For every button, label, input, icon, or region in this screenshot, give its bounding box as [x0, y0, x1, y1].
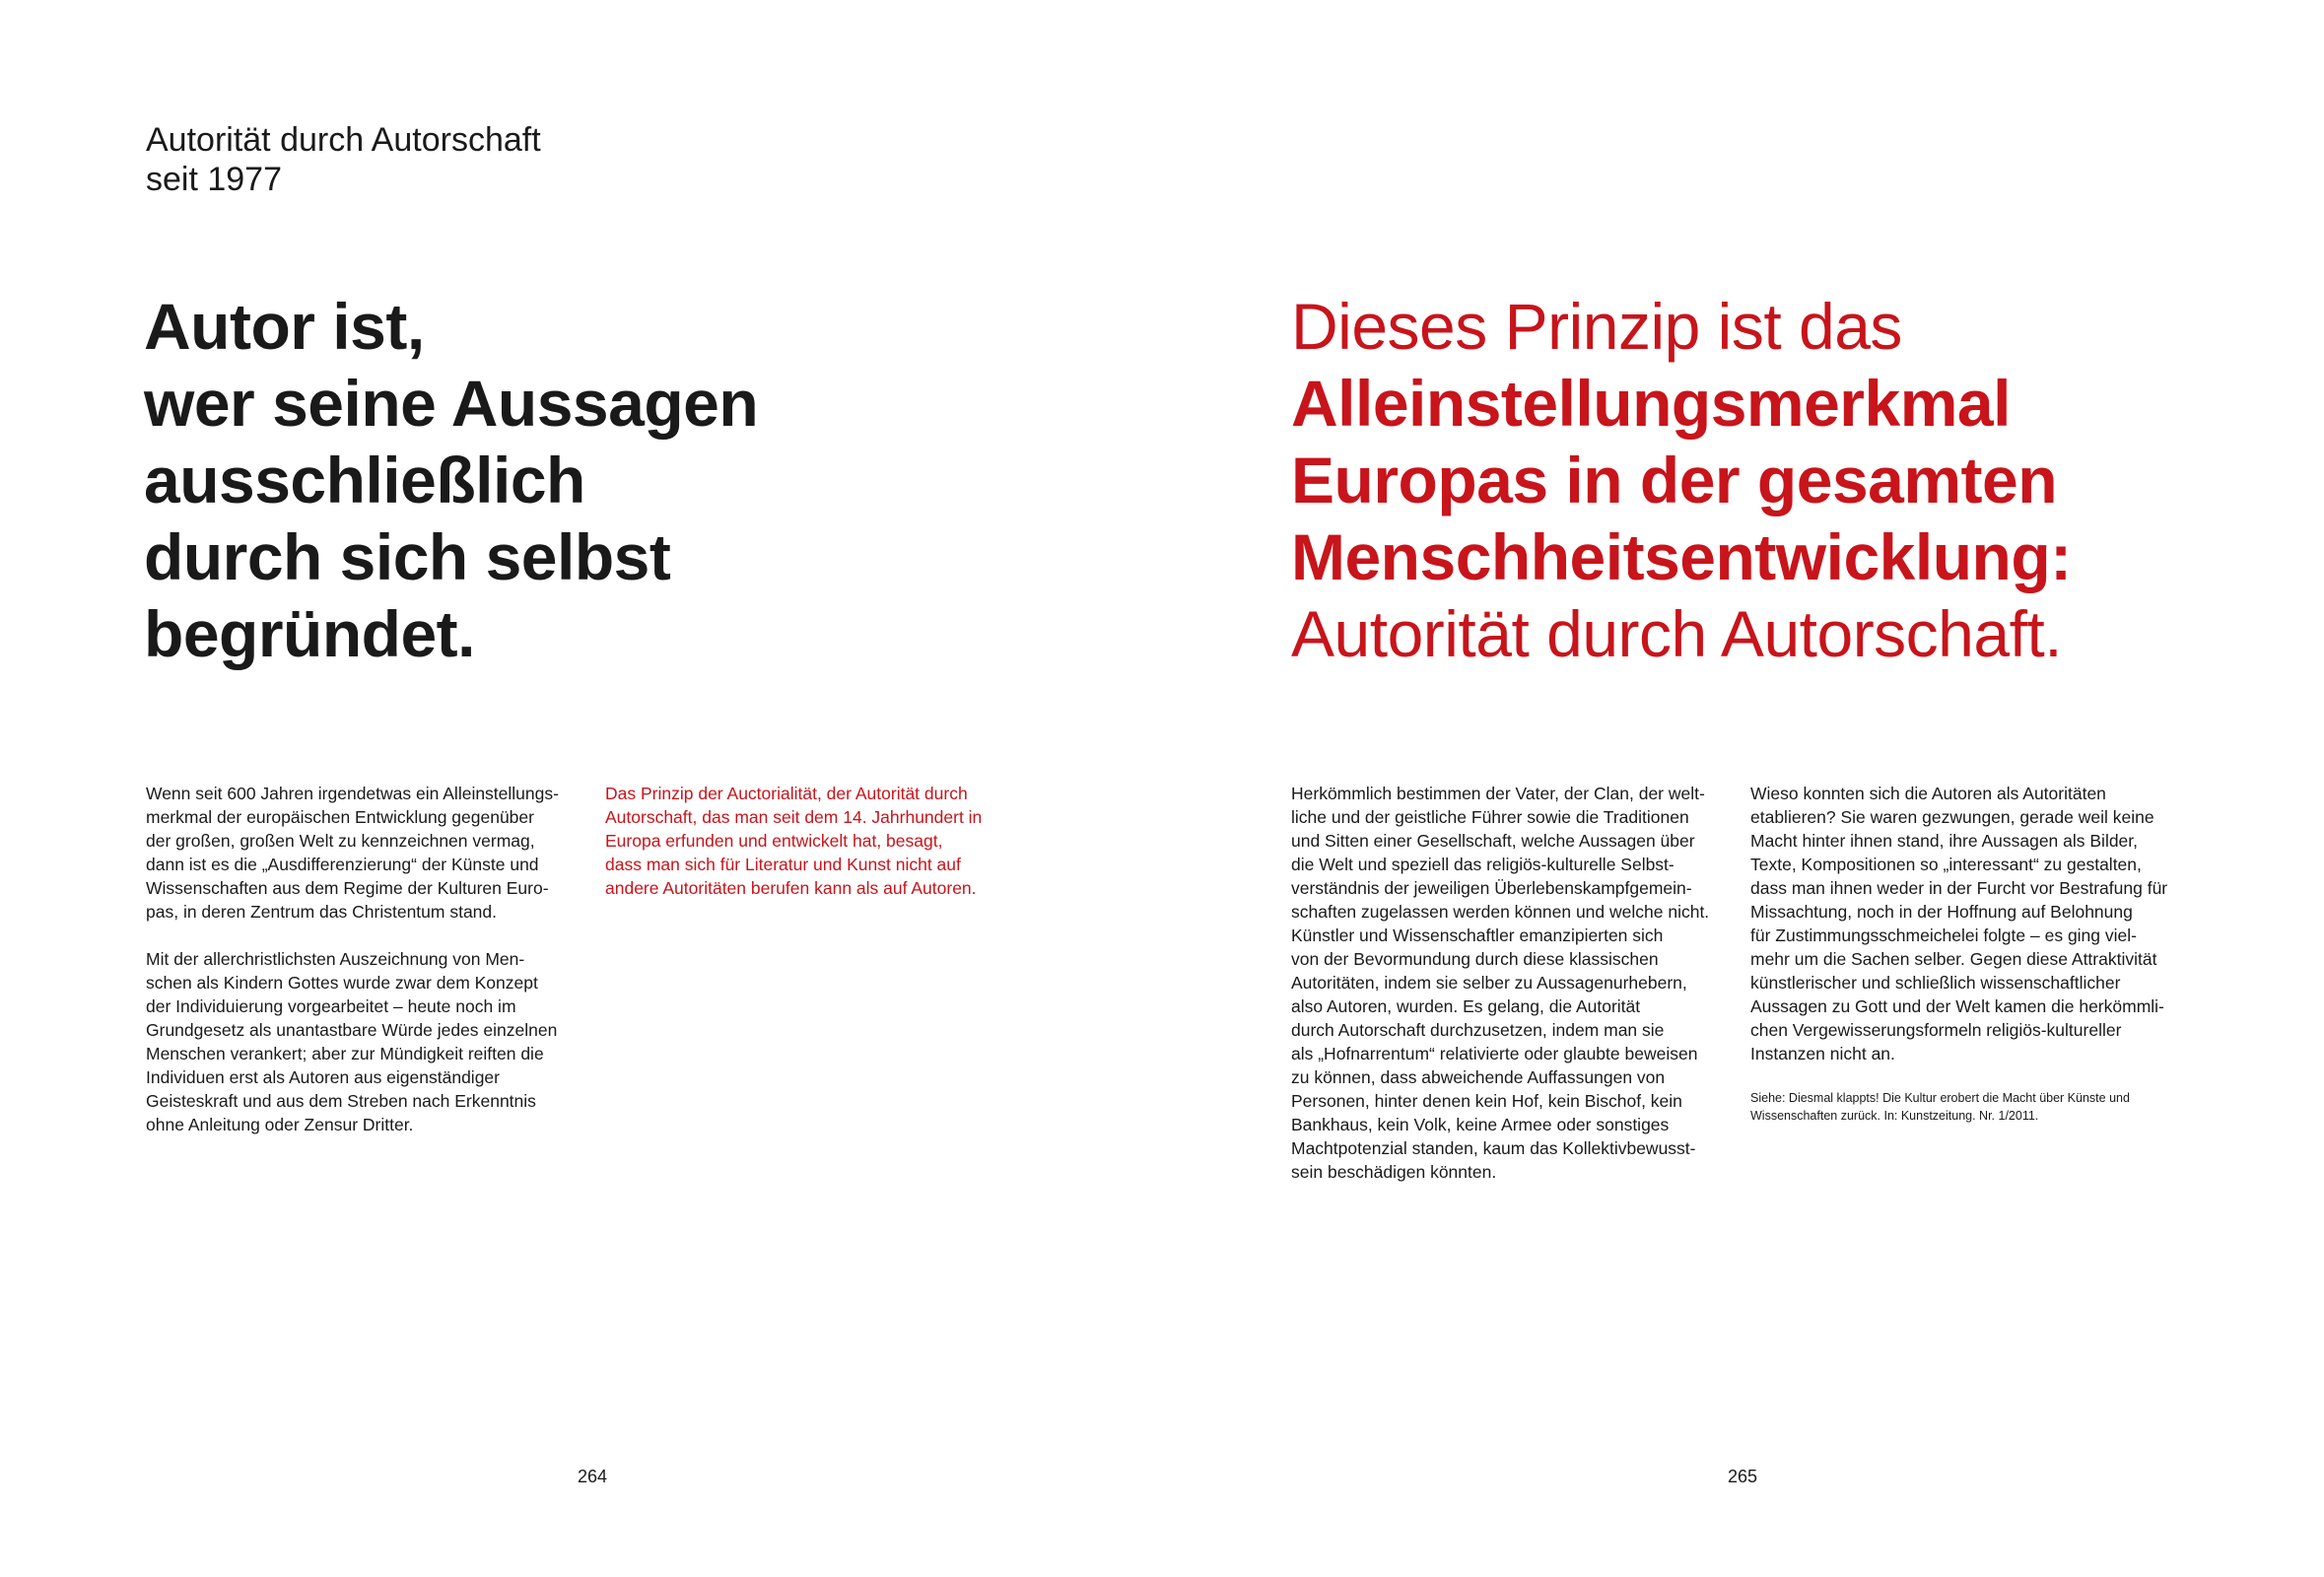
- text-line: Wissenschaften aus dem Regime der Kulturen Euro-: [146, 878, 549, 898]
- text-line: Aussagen zu Gott und der Welt kamen die herkömmli-: [1750, 996, 2164, 1016]
- paragraph: [1291, 782, 1725, 1184]
- headline-line: Autorität durch Autorschaft.: [1291, 597, 2063, 670]
- text-line: der Individuierung vorgearbeitet – heute noch im: [146, 996, 516, 1016]
- text-line: dann ist es die „Ausdifferenzierung“ der Künste und: [146, 855, 539, 874]
- text-line: mehr um die Sachen selber. Gegen diese Attraktivität: [1750, 949, 2157, 969]
- text-line: schaften zugelassen werden können und welche nicht.: [1291, 902, 1710, 922]
- text-line: sein beschädigen könnten.: [1291, 1162, 1497, 1182]
- text-line: verständnis der jeweiligen Überlebenskampfgemein-: [1291, 878, 1692, 898]
- left-body-column-1: [146, 782, 580, 1160]
- text-line: von der Bevormundung durch diese klassischen: [1291, 949, 1659, 969]
- left-body-column-2: [605, 782, 1039, 924]
- text-line: Macht hinter ihnen stand, ihre Aussagen als Bilder,: [1750, 831, 2139, 851]
- text-line: Wenn seit 600 Jahren irgendetwas ein Alleinstellungs-: [146, 784, 559, 803]
- text-line: dass man ihnen weder in der Furcht vor Bestrafung für: [1750, 878, 2168, 898]
- text-line: Texte, Kompositionen so „interessant“ zu gestalten,: [1750, 855, 2142, 874]
- headline-line: Europas in der gesamten: [1291, 444, 2058, 516]
- right-page: [1162, 0, 2324, 1577]
- text-line: pas, in deren Zentrum das Christentum stand.: [146, 902, 498, 922]
- text-line: zu können, dass abweichende Auffassungen von: [1291, 1067, 1666, 1087]
- right-body-column-1: [1291, 782, 1725, 1207]
- text-line: dass man sich für Literatur und Kunst nicht auf: [605, 855, 961, 874]
- headline-line: ausschließlich: [144, 444, 585, 516]
- text-line: die Welt und speziell das religiös-kulturelle Selbst-: [1291, 855, 1675, 874]
- page-number: 265: [1728, 1467, 1758, 1486]
- right-headline: [1291, 288, 2316, 672]
- text-line: Autoritäten, indem sie selber zu Aussagenurhebern,: [1291, 973, 1687, 993]
- text-line: und Sitten einer Gesellschaft, welche Aussagen über: [1291, 831, 1695, 851]
- text-line: Machtpotenzial standen, kaum das Kollektivbewusst-: [1291, 1138, 1696, 1158]
- page-number: 264: [578, 1467, 608, 1486]
- text-line: Autorschaft, das man seit dem 14. Jahrhundert in: [605, 807, 983, 827]
- text-line: Geisteskraft und aus dem Streben nach Erkenntnis: [146, 1091, 536, 1111]
- text-line: Personen, hinter denen kein Hof, kein Bischof, kein: [1291, 1091, 1682, 1111]
- text-line: Instanzen nicht an.: [1750, 1044, 1895, 1063]
- text-line: der großen, großen Welt zu kennzeichnen vermag,: [146, 831, 535, 851]
- headline-line: durch sich selbst: [144, 520, 671, 593]
- text-line: für Zustimmungsschmeichelei folgte – es ging viel-: [1750, 926, 2137, 945]
- text-line: merkmal der europäischen Entwicklung gegenüber: [146, 807, 534, 827]
- footnote-line: Siehe: Diesmal klappts! Die Kultur erobert die Macht über Künste und: [1750, 1091, 2130, 1105]
- text-line: Wieso konnten sich die Autoren als Autoritäten: [1750, 784, 2106, 803]
- headline-line: Autor ist,: [144, 290, 425, 363]
- left-headline: [144, 288, 1110, 672]
- text-line: Individuen erst als Autoren aus eigenständiger: [146, 1067, 500, 1087]
- kicker: [146, 120, 541, 199]
- text-line: ohne Anleitung oder Zensur Dritter.: [146, 1115, 414, 1134]
- text-line: Bankhaus, kein Volk, keine Armee oder sonstiges: [1291, 1115, 1670, 1134]
- paragraph: [146, 947, 580, 1136]
- paragraph: [1750, 782, 2184, 1065]
- paragraph: [605, 782, 1039, 900]
- text-line: Missachtung, noch in der Hoffnung auf Belohnung: [1750, 902, 2133, 922]
- text-line: als „Hofnarrentum“ relativierte oder glaubte beweisen: [1291, 1044, 1698, 1063]
- text-line: also Autoren, wurden. Es gelang, die Autorität: [1291, 996, 1641, 1016]
- text-line: durch Autorschaft durchzusetzen, indem man sie: [1291, 1020, 1665, 1040]
- footnote: [1750, 1089, 2184, 1125]
- text-line: Menschen verankert; aber zur Mündigkeit reiften die: [146, 1044, 544, 1063]
- text-line: liche und der geistliche Führer sowie die Traditionen: [1291, 807, 1689, 827]
- headline-line: wer seine Aussagen: [144, 367, 759, 440]
- kicker-line: seit 1977: [146, 161, 282, 198]
- text-line: etablieren? Sie waren gezwungen, gerade weil keine: [1750, 807, 2154, 827]
- headline-line: Dieses Prinzip ist das: [1291, 290, 1902, 363]
- headline-line: Menschheitsentwicklung:: [1291, 520, 2072, 593]
- text-line: Europa erfunden und entwickelt hat, besagt,: [605, 831, 943, 851]
- footnote-line: Wissenschaften zurück. In: Kunstzeitung. Nr. 1/2011.: [1750, 1109, 2039, 1123]
- text-line: chen Vergewisserungsformeln religiös-kultureller: [1750, 1020, 2122, 1040]
- text-line: Mit der allerchristlichsten Auszeichnung von Men-: [146, 949, 525, 969]
- text-line: Das Prinzip der Auctorialität, der Autorität durch: [605, 784, 968, 803]
- text-line: schen als Kindern Gottes wurde zwar dem Konzept: [146, 973, 538, 993]
- headline-line: begründet.: [144, 597, 475, 670]
- headline-line: Alleinstellungsmerkmal: [1291, 367, 2011, 440]
- text-line: andere Autoritäten berufen kann als auf Autoren.: [605, 878, 977, 898]
- text-line: künstlerischer und schließlich wissenschaftlicher: [1750, 973, 2121, 993]
- right-body-column-2: [1750, 782, 2184, 1125]
- text-line: Herkömmlich bestimmen der Vater, der Clan, der welt-: [1291, 784, 1705, 803]
- text-line: Künstler und Wissenschaftler emanzipierten sich: [1291, 926, 1664, 945]
- kicker-line: Autorität durch Autorschaft: [146, 121, 541, 159]
- paragraph: [146, 782, 580, 924]
- text-line: Grundgesetz als unantastbare Würde jedes einzelnen: [146, 1020, 558, 1040]
